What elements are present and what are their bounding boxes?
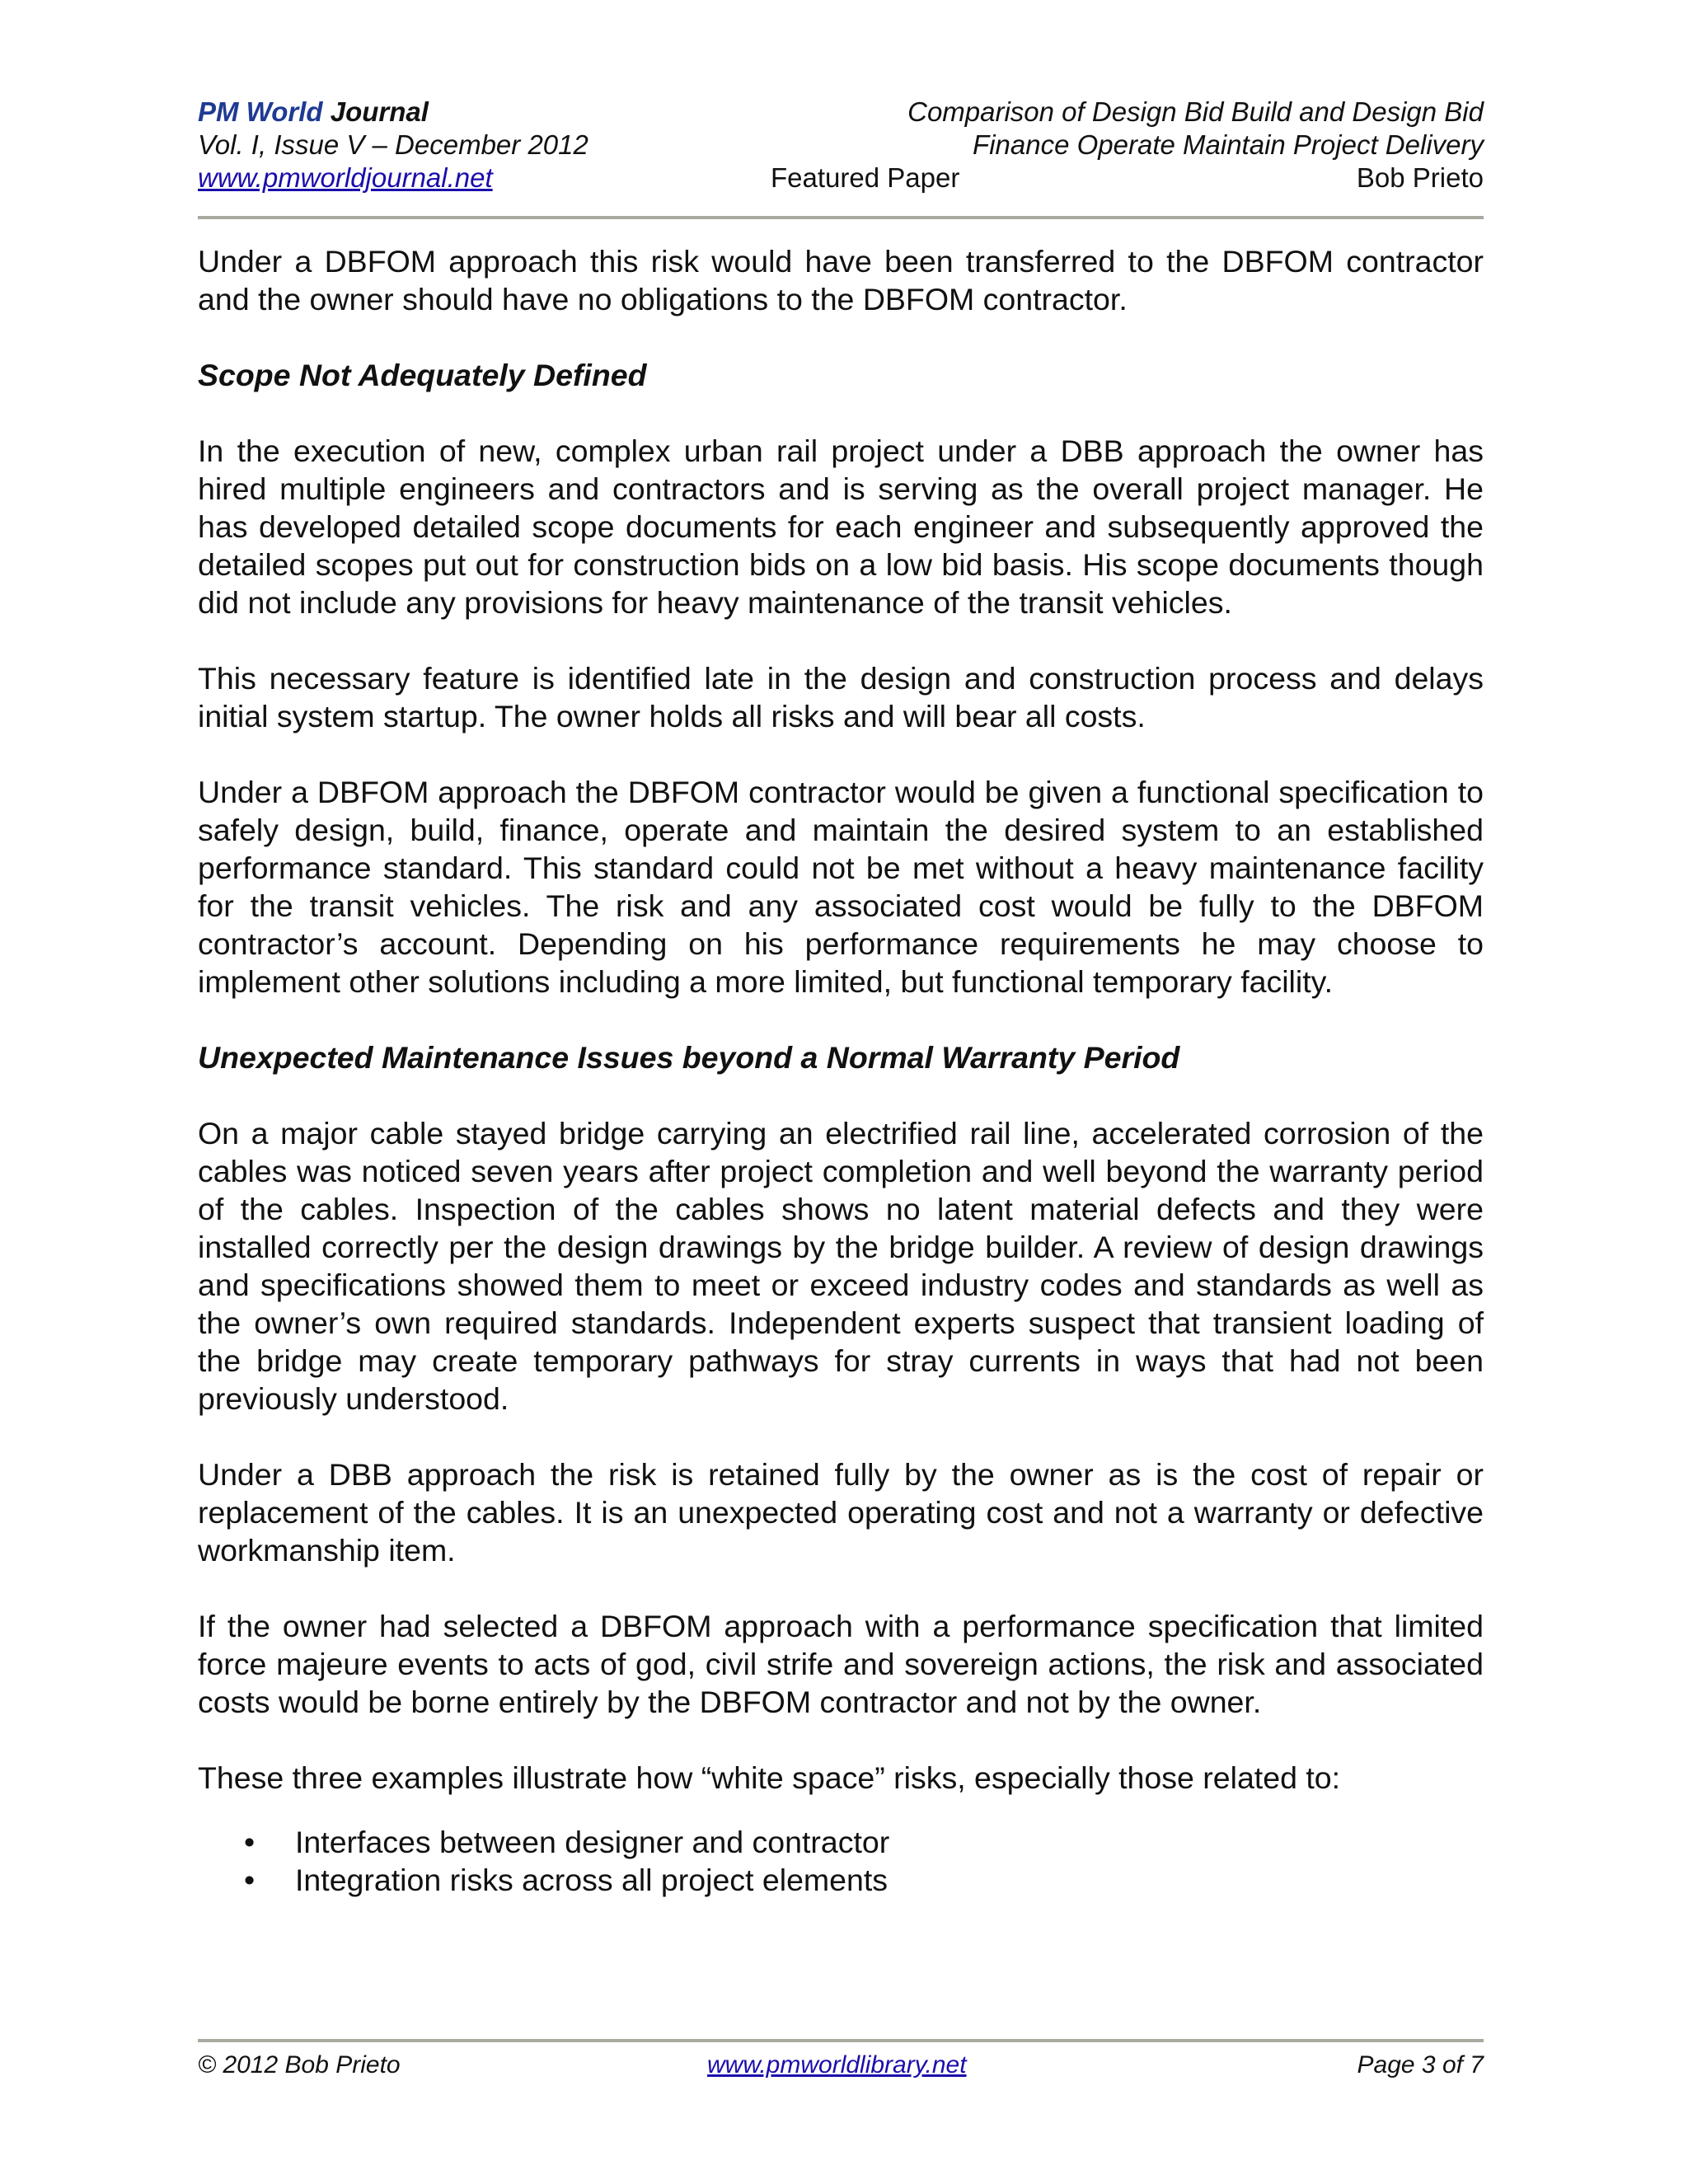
footer-divider [198,2039,1484,2042]
section-heading-maintenance: Unexpected Maintenance Issues beyond a Normal Warranty Period [198,1040,1180,1075]
library-website-link[interactable]: www.pmworldlibrary.net [707,2051,967,2079]
journal-brand [198,96,824,129]
bullet-item: • Integration risks across all project elements [295,1861,1484,1899]
paragraph-5: On a major cable stayed bridge carrying an electrified rail line, accelerated corrosion of the cables was noticed seven years after project completion and well beyond the warranty period of the cables. Inspection of the cables shows no latent material defects and they were installed correctly per the design drawings by the bridge builder. A review of design drawings and specifications showed them to meet or exceed industry codes and standards as well as the owner’s own required standards. Independent experts suspect that transient loading of the bridge may create temporary pathways for stray currents in ways that had not been previously understood. [198,1116,1484,1416]
paragraph-8: These three examples illustrate how “white space” risks, especially those related to: [198,1760,1341,1795]
header-divider [198,216,1484,219]
brand-world: PM World [198,96,323,127]
paragraph-4: Under a DBFOM approach the DBFOM contractor would be given a functional specification to safely design, build, finance, operate and maintain the desired system to an established performance standard. This standard could not be met without a heavy maintenance facility for the transit vehicles. The risk and any associated cost would be fully to the DBFOM contractor’s account. Depending on his performance requirements he may choose to implement other solutions including a more limited, but functional temporary facility. [198,775,1484,999]
paper-title-line2: Finance Operate Maintain Project Delivery [973,129,1484,160]
paragraph-3: This necessary feature is identified late in the design and construction process and delays initial system startup. The owner holds all risks and will bear all costs. [198,661,1484,733]
article-body [198,242,1484,1899]
issue-info: Vol. I, Issue V – December 2012 [198,129,588,160]
bullet-list [198,1823,1484,1899]
paragraph-7: If the owner had selected a DBFOM approach with a performance specification that limited force majeure events to acts of god, civil strife and sovereign actions, the risk and associated costs would be borne entirely by the DBFOM contractor and not by the owner. [198,1609,1484,1719]
page-number: Page 3 of 7 [1357,2051,1484,2079]
brand-journal: Journal [330,96,429,127]
section-heading-scope: Scope Not Adequately Defined [198,358,647,392]
header-left [198,96,824,194]
paragraph-1: Under a DBFOM approach this risk would have been transferred to the DBFOM contractor and the owner should have no obligations to the DBFOM contractor. [198,244,1484,316]
paragraph-6: Under a DBB approach the risk is retained fully by the owner as is the cost of repair or replacement of the cables. It is an unexpected operating cost and not a warranty or defective workmanship item. [198,1457,1484,1568]
bullet-item: • Interfaces between designer and contractor [295,1823,1484,1861]
copyright-notice: © 2012 Bob Prieto [198,2051,401,2079]
page-header [198,96,1484,211]
paper-category: Featured Paper [771,162,960,193]
paper-title-line1: Comparison of Design Bid Build and Design Bid [907,96,1484,127]
header-right [742,96,1484,162]
paragraph-2: In the execution of new, complex urban rail project under a DBB approach the owner has hired multiple engineers and contractors and is serving as the overall project manager. He has developed detailed scope documents for each engineer and subsequently approved the detailed scopes put out for construction bids on a low bid basis. His scope documents though did not include any provisions for heavy maintenance of the transit vehicles. [198,434,1484,620]
paper-author: Bob Prieto [1356,162,1484,193]
document-page [198,0,1484,2184]
journal-website-link[interactable]: www.pmworldjournal.net [198,162,493,193]
